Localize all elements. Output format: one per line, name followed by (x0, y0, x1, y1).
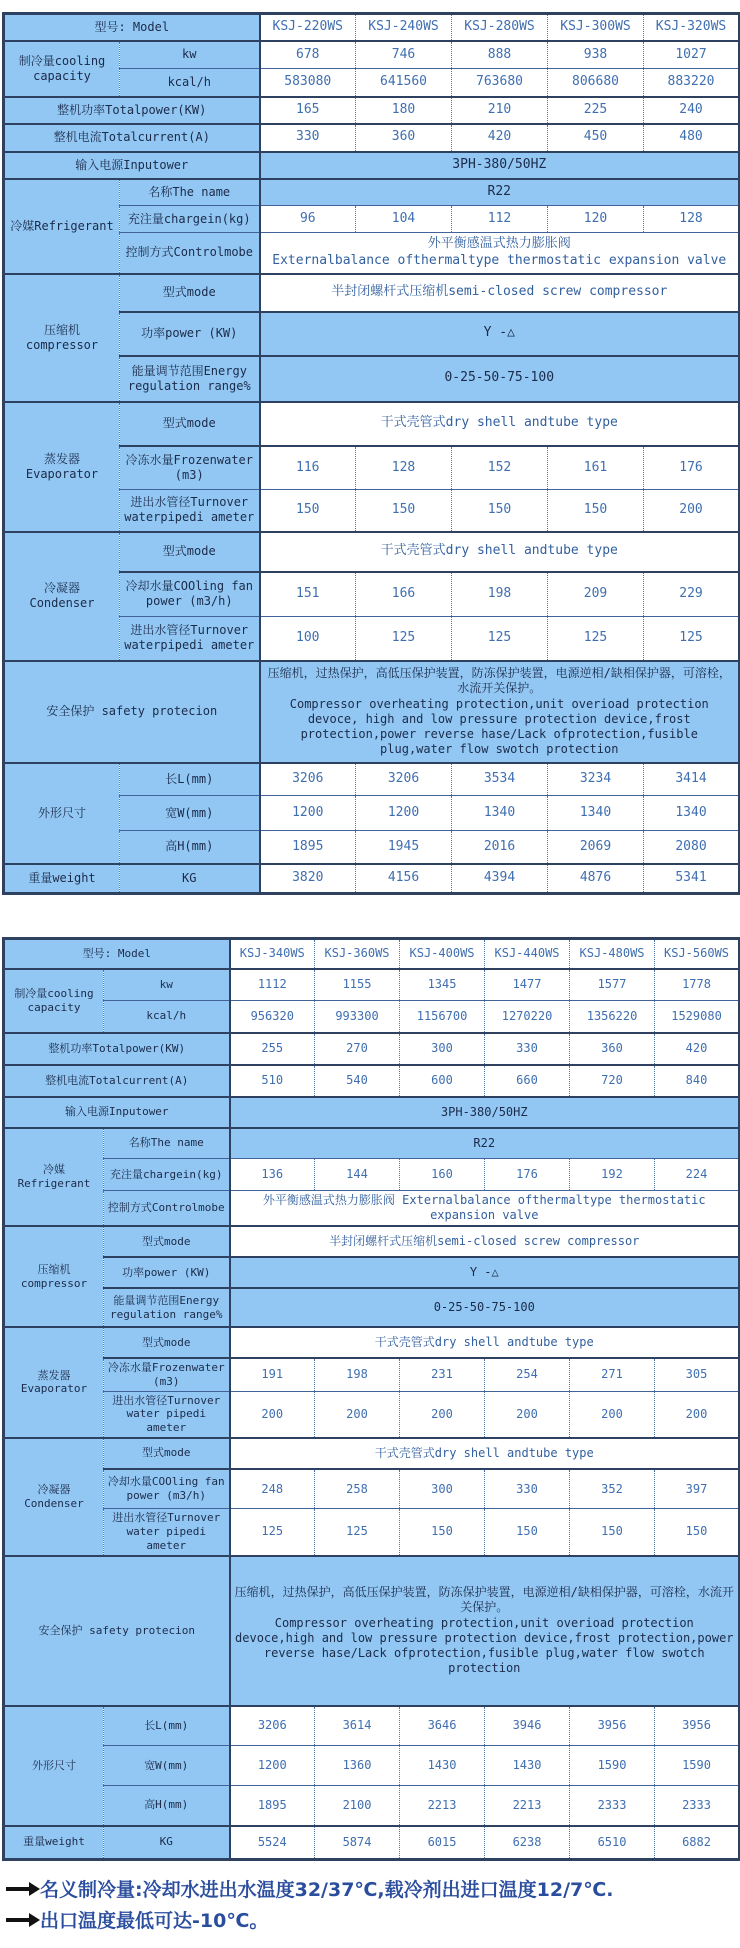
value-cell: 2100 (315, 1786, 400, 1826)
value-condenser-mode: 干式壳管式dry shell andtube type (260, 532, 740, 572)
value-cell: 583080 (260, 69, 356, 97)
value-evaporator-mode: 干式壳管式dry shell andtube type (260, 402, 740, 446)
label-dimensions: 外形尺寸 (4, 763, 120, 864)
label-condenser: 冷凝器 Condenser (4, 532, 120, 661)
value-cell: 229 (644, 572, 740, 617)
value-cell: 3646 (400, 1706, 485, 1746)
label-frozen-water: 冷冻水量Frozenwater (m3) (120, 446, 260, 490)
value-cell: 397 (655, 1469, 740, 1509)
value-cell: 3534 (452, 763, 548, 796)
value-cell: 1200 (230, 1746, 315, 1786)
value-input-power: 3PH-380/50HZ (230, 1097, 740, 1128)
value-cell: 1360 (315, 1746, 400, 1786)
value-cell: 128 (356, 446, 452, 490)
row-condenser-water (4, 1469, 740, 1509)
value-cell: 806680 (548, 69, 644, 97)
label-condenser-mode: 型式mode (120, 532, 260, 572)
value-compressor-mode: 半封闭螺杆式压缩机semi-closed screw compressor (230, 1226, 740, 1257)
value-cell: 165 (260, 97, 356, 124)
value-cell: 720 (570, 1065, 655, 1097)
value-cell: 231 (400, 1358, 485, 1391)
row-energy-regulation (4, 1288, 740, 1327)
value-compressor-power: Y -△ (230, 1257, 740, 1288)
value-cell: 678 (260, 41, 356, 69)
value-cell: 150 (570, 1509, 655, 1556)
label-total-current: 整机电流Totalcurrent(A) (4, 1065, 230, 1097)
row-dimension-width (4, 1746, 740, 1786)
value-cell: 144 (315, 1159, 400, 1191)
value-cell: 1590 (655, 1746, 740, 1786)
value-cell: 5874 (315, 1826, 400, 1860)
row-model-header (4, 939, 740, 969)
value-cell: 125 (644, 617, 740, 661)
value-cell: 330 (260, 124, 356, 152)
label-input-power: 输入电源Inputower (4, 152, 260, 179)
value-cell: 176 (644, 446, 740, 490)
value-cell: 993300 (315, 1001, 400, 1033)
value-cell: 200 (315, 1391, 400, 1438)
value-input-power: 3PH-380/50HZ (260, 152, 740, 179)
value-cell: 152 (452, 446, 548, 490)
label-kw: kw (120, 41, 260, 69)
row-weight (4, 1826, 740, 1860)
value-cell: 888 (452, 41, 548, 69)
label-kcal: kcal/h (104, 1001, 230, 1033)
label-refrigerant: 冷媒Refrigerant (4, 179, 120, 274)
note-text: 名义制冷量:冷却水进出水温度32/37℃,载冷剂出进口温度12/7℃. (40, 1879, 614, 1901)
value-cell: KSJ-240WS (356, 14, 452, 41)
value-safety-protection (260, 661, 740, 763)
value-cell: 248 (230, 1469, 315, 1509)
row-refrigerant-name (4, 1128, 740, 1159)
value-cell: 352 (570, 1469, 655, 1509)
value-cell: 166 (356, 572, 452, 617)
value-cell: 3820 (260, 864, 356, 894)
row-cooling-kcal (4, 1001, 740, 1033)
value-cell: 1200 (260, 796, 356, 831)
value-cell: 151 (260, 572, 356, 617)
value-cell: KSJ-560WS (655, 939, 740, 969)
value-cell: 1477 (485, 969, 570, 1001)
value-cell: 225 (548, 97, 644, 124)
label-height: 高H(mm) (120, 831, 260, 864)
label-evaporator: 蒸发器 Evaporator (4, 402, 120, 532)
value-condenser-mode: 干式壳管式dry shell andtube type (230, 1438, 740, 1469)
label-evaporator-mode: 型式mode (120, 402, 260, 446)
value-cell: 1577 (570, 969, 655, 1001)
value-cell: 2213 (485, 1786, 570, 1826)
label-cooling-water: 冷却水量COOling fan power (m3/h) (104, 1469, 230, 1509)
value-cell: KSJ-440WS (485, 939, 570, 969)
row-model-header (4, 14, 740, 41)
label-evaporator-pipe: 进出水管径Turnover waterpipedi ameter (120, 490, 260, 532)
row-condenser-mode (4, 1438, 740, 1469)
value-control-mode (230, 1191, 740, 1227)
value-cell: 1778 (655, 969, 740, 1001)
value-cell: 3206 (260, 763, 356, 796)
value-cell: 258 (315, 1469, 400, 1509)
value-cell: 3234 (548, 763, 644, 796)
value-cell: 3956 (655, 1706, 740, 1746)
value-cell: 198 (452, 572, 548, 617)
value-cell: 1200 (356, 796, 452, 831)
safety-text-en: Compressor overheating protection,unit overioad protection devoce, high and low pressure protection device,frost protection,power reverse hase/Lack ofprotection,fusible plug,water flow swotch protection (289, 697, 709, 756)
model-label: 型号: Model (4, 14, 260, 41)
row-compressor-mode (4, 274, 740, 312)
value-cell: 254 (485, 1358, 570, 1391)
value-cell: 1112 (230, 969, 315, 1001)
value-cell: 1356220 (570, 1001, 655, 1033)
value-cell: 6510 (570, 1826, 655, 1860)
value-evaporator-mode: 干式壳管式dry shell andtube type (230, 1327, 740, 1358)
control-mode-en: Externalbalance ofthermaltype thermostatic expansion valve (402, 1193, 706, 1222)
row-refrigerant-charge (4, 1159, 740, 1191)
value-cell: 1156700 (400, 1001, 485, 1033)
value-cell: 150 (485, 1509, 570, 1556)
label-compressor-mode: 型式mode (120, 274, 260, 312)
value-cell: 4876 (548, 864, 644, 894)
value-cell: 136 (230, 1159, 315, 1191)
row-cooling-kw (4, 41, 740, 69)
value-cell: 150 (655, 1509, 740, 1556)
label-safety-protection: 安全保护 safety protecion (4, 661, 260, 763)
value-cell: 305 (655, 1358, 740, 1391)
value-cell: 6238 (485, 1826, 570, 1860)
label-refrigerant-name: 名称The name (104, 1128, 230, 1159)
value-cell: 3206 (356, 763, 452, 796)
label-compressor: 压缩机compressor (4, 1226, 104, 1327)
value-cell: 96 (260, 206, 356, 233)
label-weight-unit: KG (120, 864, 260, 894)
note-outlet-temperature (6, 1906, 734, 1933)
value-safety-protection (230, 1556, 740, 1706)
label-compressor-power: 功率power (KW) (120, 312, 260, 356)
value-cell: 192 (570, 1159, 655, 1191)
label-control-mode: 控制方式Controlmobe (120, 233, 260, 274)
value-cell: 210 (452, 97, 548, 124)
label-control-mode: 控制方式Controlmobe (104, 1191, 230, 1227)
value-cell: 2016 (452, 831, 548, 864)
value-cell: 150 (260, 490, 356, 532)
value-cell: 1345 (400, 969, 485, 1001)
row-dimension-length (4, 1706, 740, 1746)
value-cell: 161 (548, 446, 644, 490)
row-compressor-mode (4, 1226, 740, 1257)
label-evaporator-mode: 型式mode (104, 1327, 230, 1358)
label-charge: 充注量chargein(kg) (104, 1159, 230, 1191)
table-gap (2, 895, 738, 937)
value-cell: 3614 (315, 1706, 400, 1746)
safety-text-cn: 压缩机，过热保护，高低压保护装置，防冻保护装置，电源逆相/缺相保护器，可溶栓，水流开关保护。 (267, 666, 731, 695)
label-energy-regulation: 能量调节范围Energy regulation range% (120, 356, 260, 402)
value-cell: 938 (548, 41, 644, 69)
spec-table-1 (2, 12, 740, 895)
value-cell: 200 (400, 1391, 485, 1438)
value-cell: 125 (548, 617, 644, 661)
value-cell: 150 (452, 490, 548, 532)
right-arrow-icon (6, 1887, 30, 1891)
value-cell: 330 (485, 1469, 570, 1509)
value-cell: 3946 (485, 1706, 570, 1746)
label-cooling-capacity: 制冷量cooling capacity (4, 969, 104, 1033)
value-cell: 600 (400, 1065, 485, 1097)
value-cell: 200 (570, 1391, 655, 1438)
label-condenser-pipe: 进出水管径Turnover water pipedi ameter (104, 1509, 230, 1556)
value-cell: 270 (315, 1033, 400, 1065)
label-frozen-water: 冷冻水量Frozenwater (m3) (104, 1358, 230, 1391)
value-cell: 360 (356, 124, 452, 152)
value-cell: 480 (644, 124, 740, 152)
control-mode-en: Externalbalance ofthermaltype thermostatic expansion valve (272, 253, 727, 269)
value-cell: 2333 (655, 1786, 740, 1826)
right-arrow-icon (6, 1918, 30, 1922)
row-total-power (4, 97, 740, 124)
row-condenser-mode (4, 532, 740, 572)
label-safety-protection: 安全保护 safety protecion (4, 1556, 230, 1706)
value-cell: 200 (655, 1391, 740, 1438)
label-kw: kw (104, 969, 230, 1001)
value-cell: 180 (356, 97, 452, 124)
value-cell: 660 (485, 1065, 570, 1097)
value-cell: KSJ-280WS (452, 14, 548, 41)
label-compressor-power: 功率power (KW) (104, 1257, 230, 1288)
row-input-power (4, 152, 740, 179)
value-cell: 1945 (356, 831, 452, 864)
label-cooling-capacity: 制冷量cooling capacity (4, 41, 120, 97)
value-cell: 4394 (452, 864, 548, 894)
value-cell: 1340 (452, 796, 548, 831)
label-width: 宽W(mm) (104, 1746, 230, 1786)
row-total-current (4, 1065, 740, 1097)
row-refrigerant-control (4, 1191, 740, 1227)
label-refrigerant-name: 名称The name (120, 179, 260, 206)
value-cell: KSJ-400WS (400, 939, 485, 969)
label-input-power: 输入电源Inputower (4, 1097, 230, 1128)
label-length: 长L(mm) (120, 763, 260, 796)
value-cell: 191 (230, 1358, 315, 1391)
value-cell: 104 (356, 206, 452, 233)
value-cell: 1895 (230, 1786, 315, 1826)
value-cell: 330 (485, 1033, 570, 1065)
value-cell: 176 (485, 1159, 570, 1191)
label-condenser-pipe: 进出水管径Turnover waterpipedi ameter (120, 617, 260, 661)
value-cell: 150 (356, 490, 452, 532)
value-compressor-power: Y -△ (260, 312, 740, 356)
value-cell: 209 (548, 572, 644, 617)
label-evaporator: 蒸发器 Evaporator (4, 1327, 104, 1438)
value-cell: 1430 (485, 1746, 570, 1786)
safety-text-en: Compressor overheating protection,unit overioad protection devoce,high and low pressure protection device,frost protection,power reverse hase/Lack ofprotection,fusible plug,water flow swotch protection (235, 1616, 734, 1675)
value-cell: 1027 (644, 41, 740, 69)
value-cell: 100 (260, 617, 356, 661)
label-charge: 充注量chargein(kg) (120, 206, 260, 233)
value-cell: 2080 (644, 831, 740, 864)
control-mode-cn: 外平衡感温式热力膨胀阀 (262, 1193, 395, 1207)
label-total-power: 整机功率Totalpower(KW) (4, 1033, 230, 1065)
value-cell: 112 (452, 206, 548, 233)
row-safety-protection (4, 1556, 740, 1706)
value-cell: 125 (452, 617, 548, 661)
value-cell: 420 (655, 1033, 740, 1065)
value-cell: 1340 (548, 796, 644, 831)
value-cell: 2069 (548, 831, 644, 864)
value-cell: KSJ-220WS (260, 14, 356, 41)
value-cell: 840 (655, 1065, 740, 1097)
label-dimensions: 外形尺寸 (4, 1706, 104, 1826)
label-length: 长L(mm) (104, 1706, 230, 1746)
row-evaporator-mode (4, 1327, 740, 1358)
value-cell: 125 (230, 1509, 315, 1556)
value-cell: 2333 (570, 1786, 655, 1826)
value-cell: 420 (452, 124, 548, 152)
value-cell: 3414 (644, 763, 740, 796)
label-total-power: 整机功率Totalpower(KW) (4, 97, 260, 124)
spec-table-2 (2, 937, 740, 1861)
label-condenser-mode: 型式mode (104, 1438, 230, 1469)
value-cell: 5524 (230, 1826, 315, 1860)
row-dimension-length (4, 763, 740, 796)
note-text: 出口温度最低可达-10℃。 (40, 1910, 269, 1932)
value-cell: 160 (400, 1159, 485, 1191)
value-cell: 763680 (452, 69, 548, 97)
label-weight: 重量weight (4, 864, 120, 894)
value-cell: KSJ-360WS (315, 939, 400, 969)
label-width: 宽W(mm) (120, 796, 260, 831)
value-cell: 6015 (400, 1826, 485, 1860)
value-cell: 200 (230, 1391, 315, 1438)
label-height: 高H(mm) (104, 1786, 230, 1826)
value-cell: 956320 (230, 1001, 315, 1033)
value-cell: 150 (548, 490, 644, 532)
value-cell: 125 (356, 617, 452, 661)
row-refrigerant-name (4, 179, 740, 206)
value-cell: 1895 (260, 831, 356, 864)
value-cell: 240 (644, 97, 740, 124)
value-cell: 1270220 (485, 1001, 570, 1033)
value-energy-regulation: 0-25-50-75-100 (260, 356, 740, 402)
note-nominal-cooling (6, 1875, 734, 1902)
value-cell: 5341 (644, 864, 740, 894)
row-condenser-pipe (4, 1509, 740, 1556)
control-mode-cn: 外平衡感温式热力膨胀阀 (427, 236, 571, 251)
value-cell: 125 (315, 1509, 400, 1556)
value-cell: 1590 (570, 1746, 655, 1786)
value-cell: 1529080 (655, 1001, 740, 1033)
value-cell: 116 (260, 446, 356, 490)
value-energy-regulation: 0-25-50-75-100 (230, 1288, 740, 1327)
value-cell: 3206 (230, 1706, 315, 1746)
value-cell: 450 (548, 124, 644, 152)
value-cell: 883220 (644, 69, 740, 97)
value-cell: KSJ-480WS (570, 939, 655, 969)
label-total-current: 整机电流Totalcurrent(A) (4, 124, 260, 152)
label-compressor-mode: 型式mode (104, 1226, 230, 1257)
value-cell: 2213 (400, 1786, 485, 1826)
row-evaporator-water (4, 1358, 740, 1391)
label-evaporator-pipe: 进出水管径Turnover water pipedi ameter (104, 1391, 230, 1438)
value-cell: 1430 (400, 1746, 485, 1786)
value-refrigerant-name: R22 (260, 179, 740, 206)
value-cell: 255 (230, 1033, 315, 1065)
value-control-mode (260, 233, 740, 274)
row-evaporator-pipe (4, 1391, 740, 1438)
value-cell: 6882 (655, 1826, 740, 1860)
value-cell: 224 (655, 1159, 740, 1191)
row-compressor-power (4, 1257, 740, 1288)
value-cell: 746 (356, 41, 452, 69)
value-cell: 360 (570, 1033, 655, 1065)
value-cell: 128 (644, 206, 740, 233)
value-cell: 200 (644, 490, 740, 532)
value-cell: 1155 (315, 969, 400, 1001)
model-label: 型号: Model (4, 939, 230, 969)
value-cell: 510 (230, 1065, 315, 1097)
value-cell: 540 (315, 1065, 400, 1097)
row-cooling-kw (4, 969, 740, 1001)
value-cell: 200 (485, 1391, 570, 1438)
value-cell: KSJ-320WS (644, 14, 740, 41)
label-energy-regulation: 能量调节范围Energy regulation range% (104, 1288, 230, 1327)
value-cell: 150 (400, 1509, 485, 1556)
row-input-power (4, 1097, 740, 1128)
value-cell: 4156 (356, 864, 452, 894)
row-weight (4, 864, 740, 894)
label-condenser: 冷凝器 Condenser (4, 1438, 104, 1556)
value-cell: 641560 (356, 69, 452, 97)
row-evaporator-mode (4, 402, 740, 446)
value-cell: 3956 (570, 1706, 655, 1746)
row-safety-protection (4, 661, 740, 763)
value-cell: KSJ-340WS (230, 939, 315, 969)
value-cell: 1340 (644, 796, 740, 831)
value-cell: 198 (315, 1358, 400, 1391)
value-cell: 120 (548, 206, 644, 233)
row-total-current (4, 124, 740, 152)
value-cell: 271 (570, 1358, 655, 1391)
label-cooling-water: 冷却水量COOling fan power (m3/h) (120, 572, 260, 617)
value-cell: 300 (400, 1469, 485, 1509)
row-dimension-height (4, 1786, 740, 1826)
label-weight-unit: KG (104, 1826, 230, 1860)
label-weight: 重量weight (4, 1826, 104, 1860)
value-refrigerant-name: R22 (230, 1128, 740, 1159)
value-cell: 300 (400, 1033, 485, 1065)
value-cell: KSJ-300WS (548, 14, 644, 41)
label-kcal: kcal/h (120, 69, 260, 97)
safety-text-cn: 压缩机，过热保护，高低压保护装置，防冻保护装置，电源逆相/缺相保护器，可溶栓，水流开关保护。 (234, 1585, 734, 1614)
footer-notes (2, 1861, 738, 1933)
value-compressor-mode: 半封闭螺杆式压缩机semi-closed screw compressor (260, 274, 740, 312)
label-refrigerant: 冷媒Refrigerant (4, 1128, 104, 1227)
row-total-power (4, 1033, 740, 1065)
label-compressor: 压缩机compressor (4, 274, 120, 402)
